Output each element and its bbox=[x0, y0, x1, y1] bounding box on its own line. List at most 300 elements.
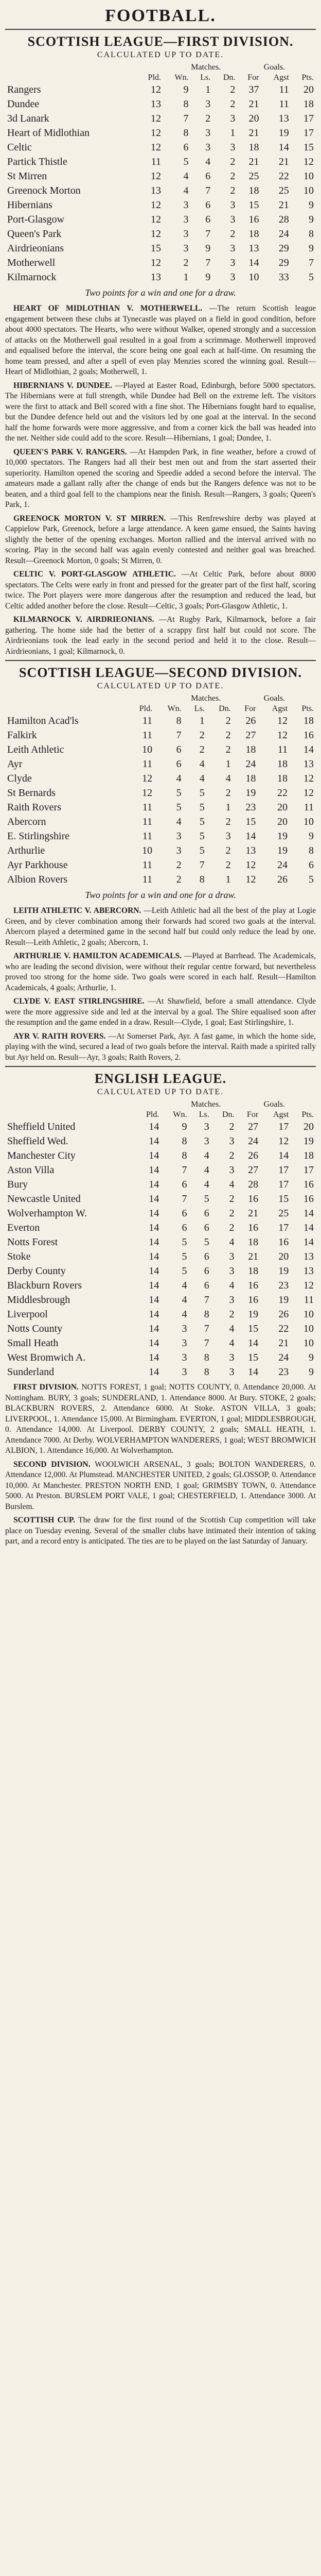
table-cell: 18 bbox=[245, 773, 256, 784]
table-cell: 14 bbox=[149, 1265, 159, 1277]
table-cell: 16 bbox=[248, 1294, 259, 1306]
table-cell: 18 bbox=[248, 1265, 259, 1277]
goals-label: Goals. bbox=[263, 63, 285, 72]
table-cell: 4 bbox=[183, 171, 189, 182]
column-header: Wn. bbox=[167, 704, 182, 713]
table-cell: 17 bbox=[304, 113, 314, 124]
team-name: Ayr Parkhouse bbox=[7, 859, 68, 871]
match-report bbox=[5, 1515, 316, 1547]
table-cell: 3 bbox=[204, 1136, 209, 1147]
column-header: Pts. bbox=[301, 73, 314, 82]
team-name: Leith Athletic bbox=[7, 744, 64, 755]
table-cell: 20 bbox=[304, 1121, 314, 1132]
table-cell: 3 bbox=[205, 98, 211, 110]
table-cell: 19 bbox=[278, 1294, 289, 1306]
table-cell: 6 bbox=[205, 214, 211, 225]
table-row bbox=[5, 1134, 316, 1148]
team-name: Sheffield Wed. bbox=[7, 1136, 68, 1147]
table-cell: 2 bbox=[230, 171, 236, 182]
table-cell: 14 bbox=[245, 831, 256, 842]
column-header: Wn. bbox=[174, 73, 189, 82]
table-cell: 16 bbox=[248, 1222, 259, 1233]
match-reports-first bbox=[5, 303, 316, 657]
match-report bbox=[5, 514, 316, 567]
table-cell: 2 bbox=[229, 1222, 235, 1233]
table-cell: 8 bbox=[204, 1366, 209, 1378]
team-name: Greenock Morton bbox=[7, 185, 81, 196]
table-row bbox=[5, 212, 316, 227]
team-name: Celtic bbox=[7, 142, 32, 153]
table-cell: 4 bbox=[205, 156, 211, 167]
table-cell: 5 bbox=[182, 1236, 187, 1248]
table-cell: 9 bbox=[309, 831, 314, 842]
table-cell: 7 bbox=[205, 228, 211, 240]
match-reports-english bbox=[5, 1382, 316, 1547]
table-cell: 37 bbox=[248, 84, 259, 95]
table-cell: 5 bbox=[176, 787, 182, 799]
table-cell: 4 bbox=[204, 1150, 209, 1161]
table-cell: 14 bbox=[149, 1121, 159, 1132]
table-cell: 14 bbox=[304, 1222, 314, 1233]
table-cell: 10 bbox=[248, 272, 259, 283]
report-lead: KILMARNOCK V. AIRDRIEONIANS. bbox=[13, 615, 154, 624]
table-row bbox=[5, 1148, 316, 1163]
team-name: Middlesbrough bbox=[7, 1294, 70, 1306]
table-cell: 18 bbox=[304, 98, 314, 110]
team-name: Notts County bbox=[7, 1323, 63, 1334]
team-name: E. Stirlingshire bbox=[7, 831, 70, 842]
team-name: Queen's Park bbox=[7, 228, 62, 240]
column-header: Pts. bbox=[301, 1110, 314, 1119]
table-cell: 11 bbox=[142, 831, 153, 842]
table-cell: 4 bbox=[199, 773, 205, 784]
table-row bbox=[5, 183, 316, 198]
report-lead: FIRST DIVISION. bbox=[13, 1383, 79, 1392]
report-text: —Played at Barrhead. The Academicals, who are leading the second division, were without their regular centre forward, but nevertheless proved too strong for the home side. Two goals were scored in each half. Result—Hamilton Academicals, 4 goals; Arthurlie, 1. bbox=[5, 952, 316, 992]
table-cell: 1 bbox=[225, 758, 231, 770]
table-cell: 3 bbox=[229, 1352, 235, 1363]
report-text: The draw for the first round of the Scottish Cup competition will take place on Tuesday evening. Several of the smaller clubs have intimated their intention of taking part, and a record entry is anticipated. The ties are to be played on the last Saturday of January. bbox=[5, 1516, 316, 1546]
table-cell: 29 bbox=[278, 257, 289, 268]
table-cell: 28 bbox=[278, 214, 289, 225]
table-row bbox=[5, 140, 316, 155]
table-cell: 20 bbox=[304, 84, 314, 95]
table-cell: 7 bbox=[309, 257, 314, 268]
table-cell: 4 bbox=[183, 185, 189, 196]
table-cell: 14 bbox=[149, 1366, 159, 1378]
table-cell: 9 bbox=[309, 243, 314, 254]
match-report bbox=[5, 1460, 316, 1513]
column-header: Ls. bbox=[200, 73, 211, 82]
column-group-labels bbox=[5, 1100, 316, 1109]
report-paragraph bbox=[5, 1382, 316, 1456]
table-row bbox=[5, 1163, 316, 1177]
table-cell: 7 bbox=[205, 257, 211, 268]
report-text: —The return Scottish league engagement between these clubs at Tynecastle was played on a field in good condition, before about 4000 spectators. The Hearts, who were without Walker, opened strongly and a succession of attacks on the Motherwell goal resulted in a goal from a scrimmage. Motherwell improved and equalised before the interval, the score being one goal each at half-time. On resuming the home team pressed, and after a spell of even play Menzies scored the winning goal. Result—Heart of Midlothian, 2 goals; Motherwell, 1. bbox=[5, 304, 316, 376]
table-cell: 23 bbox=[278, 1280, 289, 1291]
table-row bbox=[5, 256, 316, 270]
table-cell: 14 bbox=[304, 744, 314, 755]
report-paragraph bbox=[5, 1031, 316, 1063]
table-cell: 6 bbox=[176, 758, 182, 770]
table-cell: 12 bbox=[304, 787, 314, 799]
team-name: Albion Rovers bbox=[7, 874, 68, 885]
table-cell: 6 bbox=[182, 1179, 187, 1190]
header-team bbox=[5, 704, 127, 714]
column-header: Pld. bbox=[139, 704, 153, 713]
table-cell: 11 bbox=[279, 98, 289, 110]
table-cell: 16 bbox=[304, 1179, 314, 1190]
table-cell: 3 bbox=[229, 1136, 235, 1147]
table-cell: 25 bbox=[248, 171, 259, 182]
table-cell: 14 bbox=[149, 1294, 159, 1306]
table-row bbox=[5, 111, 316, 126]
table-cell: 6 bbox=[204, 1280, 209, 1291]
table-cell: 3 bbox=[229, 1251, 235, 1262]
table-cell: 6 bbox=[176, 744, 182, 755]
table-cell: 8 bbox=[204, 1352, 209, 1363]
section-title: SCOTTISH LEAGUE—FIRST DIVISION. bbox=[27, 34, 294, 49]
table-cell: 27 bbox=[245, 730, 256, 741]
team-name: Everton bbox=[7, 1222, 40, 1233]
table-cell: 8 bbox=[183, 127, 189, 139]
table-cell: 3 bbox=[205, 127, 211, 139]
column-header: For bbox=[244, 704, 256, 713]
table-cell: 8 bbox=[182, 1136, 187, 1147]
team-name: Blackburn Rovers bbox=[7, 1280, 82, 1291]
table-row bbox=[5, 757, 316, 771]
table-cell: 12 bbox=[151, 257, 162, 268]
table-cell: 13 bbox=[304, 1265, 314, 1277]
table-cell: 7 bbox=[204, 1294, 209, 1306]
table-cell: 14 bbox=[149, 1193, 159, 1205]
table-cell: 2 bbox=[225, 744, 231, 755]
table-cell: 15 bbox=[304, 142, 314, 153]
table-cell: 14 bbox=[278, 1150, 289, 1161]
table-cell: 17 bbox=[278, 1121, 289, 1132]
table-cell: 3 bbox=[229, 1164, 235, 1176]
table-cell: 20 bbox=[277, 816, 288, 827]
table-cell: 1 bbox=[230, 127, 236, 139]
team-name: St Bernards bbox=[7, 787, 56, 799]
table-header-row bbox=[5, 704, 316, 714]
table-cell: 14 bbox=[248, 257, 259, 268]
report-lead: CELTIC V. PORT-GLASGOW ATHLETIC. bbox=[13, 570, 176, 579]
table-cell: 12 bbox=[151, 113, 162, 124]
table-cell: 5 bbox=[204, 1193, 209, 1205]
team-name: Port-Glasgow bbox=[7, 214, 65, 225]
table-cell: 6 bbox=[205, 199, 211, 211]
table-cell: 7 bbox=[204, 1337, 209, 1349]
table-row bbox=[5, 1278, 316, 1293]
table-cell: 9 bbox=[309, 199, 314, 211]
team-name: Abercorn bbox=[7, 816, 46, 827]
table-cell: 4 bbox=[225, 773, 231, 784]
team-name: Arthurlie bbox=[7, 845, 45, 856]
table-row bbox=[5, 1249, 316, 1264]
table-cell: 16 bbox=[248, 214, 259, 225]
table-cell: 4 bbox=[204, 1179, 209, 1190]
table-cell: 2 bbox=[230, 228, 236, 240]
scottish-first-division bbox=[5, 34, 316, 298]
table-cell: 3 bbox=[230, 272, 236, 283]
table-cell: 10 bbox=[304, 1323, 314, 1334]
table-cell: 1 bbox=[205, 84, 211, 95]
match-report bbox=[5, 1031, 316, 1063]
team-name: Rangers bbox=[7, 84, 41, 95]
match-report bbox=[5, 447, 316, 511]
table-cell: 12 bbox=[151, 214, 162, 225]
table-cell: 29 bbox=[278, 243, 289, 254]
table-cell: 15 bbox=[151, 243, 162, 254]
table-cell: 4 bbox=[182, 1280, 187, 1291]
table-row bbox=[5, 270, 316, 284]
table-cell: 3 bbox=[183, 214, 189, 225]
team-name: Kilmarnock bbox=[7, 272, 57, 283]
table-row bbox=[5, 1307, 316, 1321]
table-row bbox=[5, 1235, 316, 1249]
report-paragraph bbox=[5, 1515, 316, 1547]
league-table bbox=[5, 704, 316, 887]
league-table bbox=[5, 73, 316, 284]
table-cell: 14 bbox=[248, 1366, 259, 1378]
table-cell: 33 bbox=[278, 272, 289, 283]
table-cell: 24 bbox=[277, 859, 288, 871]
team-name: Liverpool bbox=[7, 1309, 48, 1320]
table-cell: 15 bbox=[248, 1323, 259, 1334]
table-cell: 1 bbox=[225, 874, 231, 885]
report-paragraph bbox=[5, 514, 316, 567]
table-cell: 10 bbox=[142, 845, 153, 856]
table-cell: 26 bbox=[245, 715, 256, 726]
section-subtitle: CALCULATED UP TO DATE. bbox=[97, 50, 224, 59]
table-cell: 18 bbox=[277, 773, 288, 784]
table-cell: 12 bbox=[151, 142, 162, 153]
column-header: Pld. bbox=[146, 1110, 159, 1119]
table-cell: 12 bbox=[142, 787, 153, 799]
match-report bbox=[5, 906, 316, 948]
table-cell: 14 bbox=[149, 1323, 159, 1334]
table-cell: 13 bbox=[278, 113, 289, 124]
table-cell: 11 bbox=[151, 156, 162, 167]
table-cell: 3 bbox=[229, 1294, 235, 1306]
table-cell: 21 bbox=[248, 1251, 259, 1262]
table-cell: 21 bbox=[278, 199, 289, 211]
table-cell: 22 bbox=[277, 787, 288, 799]
table-cell: 5 bbox=[199, 802, 205, 813]
table-cell: 25 bbox=[278, 185, 289, 196]
table-cell: 18 bbox=[248, 142, 259, 153]
table-row bbox=[5, 1192, 316, 1206]
table-cell: 14 bbox=[149, 1280, 159, 1291]
table-cell: 3 bbox=[182, 1366, 187, 1378]
table-cell: 4 bbox=[204, 1164, 209, 1176]
table-cell: 22 bbox=[278, 1323, 289, 1334]
table-cell: 3 bbox=[230, 113, 236, 124]
team-name: Stoke bbox=[7, 1251, 31, 1262]
table-cell: 5 bbox=[199, 816, 205, 827]
table-row bbox=[5, 714, 316, 728]
table-cell: 14 bbox=[149, 1236, 159, 1248]
table-cell: 22 bbox=[278, 171, 289, 182]
team-name: St Mirren bbox=[7, 171, 47, 182]
table-cell: 14 bbox=[149, 1309, 159, 1320]
table-cell: 16 bbox=[304, 730, 314, 741]
table-row bbox=[5, 1365, 316, 1379]
table-cell: 11 bbox=[142, 802, 153, 813]
team-name: Dundee bbox=[7, 98, 40, 110]
table-cell: 7 bbox=[176, 730, 182, 741]
table-row bbox=[5, 1221, 316, 1235]
table-cell: 10 bbox=[142, 744, 153, 755]
report-text: WOOLWICH ARSENAL, 3 goals; BOLTON WANDERERS, 0. Attendance 12,000. At Plumstead. MANCHESTER UNITED, 2 goals; GLOSSOP, 0. Attendance 10,000. At Manchester. PRESTON NORTH END, 1 goal; GRIMSBY TOWN, 0. Attendance 5000. At Preston. BURSLEM PORT VALE, 1 goal; CHESTERFIELD, 1. Attendance 3000. At Burslem. bbox=[5, 1460, 316, 1511]
table-cell: 14 bbox=[149, 1251, 159, 1262]
table-cell: 9 bbox=[309, 1366, 314, 1378]
table-cell: 13 bbox=[304, 1251, 314, 1262]
table-cell: 1 bbox=[225, 802, 231, 813]
table-cell: 5 bbox=[176, 802, 182, 813]
column-header: Dn. bbox=[223, 73, 236, 82]
table-cell: 3 bbox=[183, 199, 189, 211]
table-cell: 12 bbox=[277, 730, 288, 741]
table-cell: 8 bbox=[183, 98, 189, 110]
table-cell: 2 bbox=[199, 730, 205, 741]
table-cell: 16 bbox=[278, 1236, 289, 1248]
table-row bbox=[5, 829, 316, 843]
table-cell: 8 bbox=[176, 715, 182, 726]
report-paragraph bbox=[5, 951, 316, 993]
table-cell: 3 bbox=[230, 243, 236, 254]
table-header-row bbox=[5, 1110, 316, 1120]
table-cell: 3 bbox=[183, 243, 189, 254]
table-cell: 2 bbox=[230, 98, 236, 110]
column-header: Pts. bbox=[301, 704, 314, 713]
table-cell: 4 bbox=[176, 773, 182, 784]
table-cell: 4 bbox=[229, 1337, 235, 1349]
report-lead: CLYDE V. EAST STIRLINGSHIRE. bbox=[13, 997, 145, 1006]
table-cell: 19 bbox=[277, 831, 288, 842]
team-name: Raith Rovers bbox=[7, 802, 61, 813]
team-name: Hamilton Acad'ls bbox=[7, 715, 79, 726]
table-cell: 12 bbox=[245, 874, 256, 885]
table-cell: 12 bbox=[151, 228, 162, 240]
table-row bbox=[5, 169, 316, 183]
team-name: Sheffield United bbox=[7, 1121, 76, 1132]
team-name: Airdrieonians bbox=[7, 243, 64, 254]
table-cell: 3 bbox=[230, 257, 236, 268]
column-header: Agst bbox=[273, 1110, 289, 1119]
table-cell: 20 bbox=[248, 113, 259, 124]
report-lead: ARTHURLIE V. HAMILTON ACADEMICALS. bbox=[13, 952, 182, 960]
report-paragraph bbox=[5, 447, 316, 511]
table-row bbox=[5, 241, 316, 256]
match-report bbox=[5, 951, 316, 993]
table-cell: 7 bbox=[182, 1193, 187, 1205]
table-cell: 1 bbox=[183, 272, 189, 283]
table-cell: 11 bbox=[142, 874, 153, 885]
table-cell: 5 bbox=[182, 1265, 187, 1277]
table-cell: 2 bbox=[229, 1121, 235, 1132]
table-cell: 3 bbox=[230, 142, 236, 153]
table-row bbox=[5, 786, 316, 800]
match-reports-second bbox=[5, 906, 316, 1063]
table-cell: 18 bbox=[304, 715, 314, 726]
section-title: SCOTTISH LEAGUE—SECOND DIVISION. bbox=[19, 665, 302, 680]
table-cell: 5 bbox=[182, 1251, 187, 1262]
table-cell: 9 bbox=[205, 272, 211, 283]
table-cell: 12 bbox=[304, 1280, 314, 1291]
table-cell: 11 bbox=[277, 744, 288, 755]
table-cell: 18 bbox=[277, 758, 288, 770]
section-title: ENGLISH LEAGUE. bbox=[94, 1071, 227, 1086]
report-text: —At Hampden Park, in fine weather, before a crowd of 10,000 spectators. The Rangers had all their best men out and from the start asserted their superiority. Hamilton opened the scoring and Speedie added a second before the interval. The amateurs made a gallant rally after the change of ends but the Rangers defence was not to be beaten, and a third goal fell to the champions near the finish. Result—Rangers, 3 goals; Queen's Park, 1. bbox=[5, 447, 316, 509]
team-name: Aston Villa bbox=[7, 1164, 55, 1176]
table-cell: 6 bbox=[182, 1222, 187, 1233]
table-cell: 2 bbox=[229, 1309, 235, 1320]
table-cell: 2 bbox=[229, 1193, 235, 1205]
table-cell: 7 bbox=[204, 1323, 209, 1334]
table-cell: 2 bbox=[225, 730, 231, 741]
table-cell: 2 bbox=[176, 874, 182, 885]
section-subtitle: CALCULATED UP TO DATE. bbox=[97, 682, 224, 690]
report-paragraph bbox=[5, 906, 316, 948]
masthead: FOOTBALL. bbox=[105, 6, 216, 25]
table-cell: 3 bbox=[182, 1323, 187, 1334]
report-lead: SECOND DIVISION. bbox=[13, 1460, 91, 1469]
table-cell: 14 bbox=[149, 1208, 159, 1219]
table-cell: 19 bbox=[304, 1136, 314, 1147]
table-cell: 3 bbox=[176, 831, 182, 842]
table-cell: 3 bbox=[205, 142, 211, 153]
table-cell: 14 bbox=[304, 1208, 314, 1219]
table-cell: 20 bbox=[277, 802, 288, 813]
table-cell: 2 bbox=[229, 1150, 235, 1161]
table-cell: 9 bbox=[183, 84, 189, 95]
table-cell: 6 bbox=[183, 142, 189, 153]
table-cell: 17 bbox=[304, 127, 314, 139]
table-cell: 23 bbox=[278, 1366, 289, 1378]
team-name: Sunderland bbox=[7, 1366, 55, 1378]
goals-label: Goals. bbox=[263, 1100, 285, 1109]
table-cell: 2 bbox=[176, 859, 182, 871]
table-row bbox=[5, 1264, 316, 1278]
table-cell: 14 bbox=[304, 1236, 314, 1248]
table-cell: 11 bbox=[279, 84, 289, 95]
table-cell: 2 bbox=[225, 859, 231, 871]
table-cell: 25 bbox=[278, 1208, 289, 1219]
table-cell: 18 bbox=[248, 228, 259, 240]
table-cell: 6 bbox=[204, 1265, 209, 1277]
table-cell: 4 bbox=[229, 1236, 235, 1248]
table-cell: 24 bbox=[248, 1136, 259, 1147]
matches-label: Matches. bbox=[191, 1100, 221, 1109]
team-name: Newcastle United bbox=[7, 1193, 81, 1205]
table-row bbox=[5, 1293, 316, 1307]
team-name: Falkirk bbox=[7, 730, 37, 741]
table-cell: 11 bbox=[142, 758, 153, 770]
table-header-row bbox=[5, 73, 316, 82]
table-cell: 2 bbox=[183, 257, 189, 268]
team-name: Clyde bbox=[7, 773, 32, 784]
report-paragraph bbox=[5, 303, 316, 378]
table-cell: 2 bbox=[225, 787, 231, 799]
table-cell: 27 bbox=[248, 1164, 259, 1176]
table-cell: 15 bbox=[248, 199, 259, 211]
table-cell: 6 bbox=[204, 1222, 209, 1233]
table-cell: 2 bbox=[230, 84, 236, 95]
column-group-labels bbox=[5, 63, 316, 72]
table-cell: 12 bbox=[277, 715, 288, 726]
